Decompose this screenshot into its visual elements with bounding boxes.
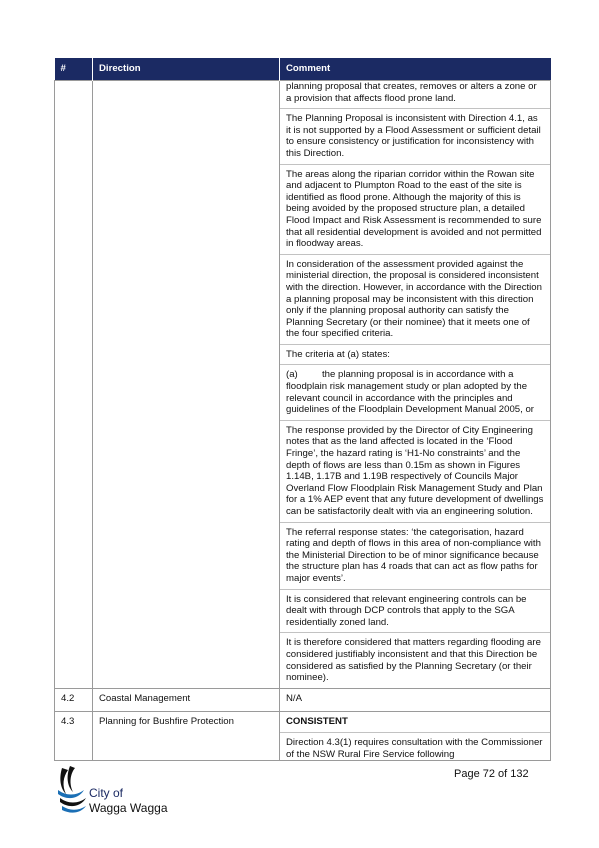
comment-paragraph-5: The criteria at (a) states: bbox=[280, 349, 550, 366]
row3-comment bbox=[280, 712, 551, 761]
table-row-4-3 bbox=[55, 712, 551, 761]
comment-paragraph-8: The referral response states: ‘the categorisation, hazard rating and depth of flows in this area of non-compliance with the Ministerial Direction to be of minor significance because the structure plan has 4 roads that can act as flow paths for major events’. bbox=[280, 527, 550, 590]
row2-num: 4.2 bbox=[55, 688, 93, 712]
criteria-label: (a) bbox=[286, 369, 298, 381]
row1-num bbox=[55, 81, 93, 689]
comment-paragraph-2: The Planning Proposal is inconsistent with Direction 4.1, as it is not supported by a Flood Assessment or sufficient detail to ensure consistency or justification for inconsistency with this Direction. bbox=[280, 113, 550, 164]
comment-paragraph-criteria bbox=[280, 369, 550, 420]
page-number: Page 72 of 132 bbox=[454, 768, 529, 780]
row3-heading: CONSISTENT bbox=[280, 716, 550, 733]
row2-direction: Coastal Management bbox=[93, 688, 280, 712]
row3-num: 4.3 bbox=[55, 712, 93, 761]
row2-comment: N/A bbox=[280, 688, 551, 712]
table-row-4-1-continued bbox=[55, 81, 551, 689]
header-direction: Direction bbox=[93, 58, 280, 81]
row3-text: Direction 4.3(1) requires consultation with the Commissioner of the NSW Rural Fire Service following bbox=[286, 736, 543, 760]
row1-direction bbox=[93, 81, 280, 689]
comment-paragraph-3: The areas along the riparian corridor within the Rowan site and adjacent to Plumpton Road to the east of the site is identified as flood prone. Although the majority of this is being avoided by the proposed structure plan, a detailed Flood Impact and Risk Assessment is recommended to sure that all residential development is avoided and not permitted in floodway areas. bbox=[280, 169, 550, 255]
directions-table bbox=[54, 58, 551, 761]
row1-comment bbox=[280, 81, 551, 689]
comment-paragraph-10: It is therefore considered that matters regarding flooding are considered justifiably inconsistent and that this Direction be considered as satisfied by the Planning Secretary (or their nominee). bbox=[286, 637, 541, 684]
row3-direction: Planning for Bushfire Protection bbox=[93, 712, 280, 761]
criteria-text: the planning proposal is in accordance with a floodplain risk management study or plan adopted by the relevant council in accordance with the principles and guidelines of the Floodplain Development Manual 2005, or bbox=[286, 369, 534, 416]
logo-text-wagga-wagga: Wagga Wagga bbox=[89, 801, 168, 815]
comment-paragraph-4: In consideration of the assessment provided against the ministerial direction, the proposal is considered inconsistent with the direction. However, in accordance with the Direction a planning proposal may be inconsistent with this direction only if the planning proposal authority can satisfy the Planning Secretary (or their nominee) that it meets one of the four specified criteria. bbox=[280, 259, 550, 345]
table-row-4-2 bbox=[55, 688, 551, 712]
header-num: # bbox=[55, 58, 93, 81]
comment-paragraph-9: It is considered that relevant engineering controls can be dealt with through DCP controls that apply to the SGA residentially zoned land. bbox=[280, 594, 550, 634]
header-comment: Comment bbox=[280, 58, 551, 81]
comment-paragraph-1: planning proposal that creates, removes or alters a zone or a provision that affects flood prone land. bbox=[280, 81, 550, 109]
comment-paragraph-7: The response provided by the Director of City Engineering notes that as the land affected is located in the ‘Flood Fringe’, the hazard rating is ‘H1-No constraints’ and the depth of flows are less than 0.15m as shown in Figures 1.14B, 1.17B and 1.19B respectively of Councils Major Overland Flow Floodplain Risk Management Study and Plan for a 1% AEP event that any future development of dwellings can be satisfactorily dealt with via an engineering solution. bbox=[280, 425, 550, 523]
logo-text-city-of: City of bbox=[89, 786, 124, 800]
table-header-row bbox=[55, 58, 551, 81]
